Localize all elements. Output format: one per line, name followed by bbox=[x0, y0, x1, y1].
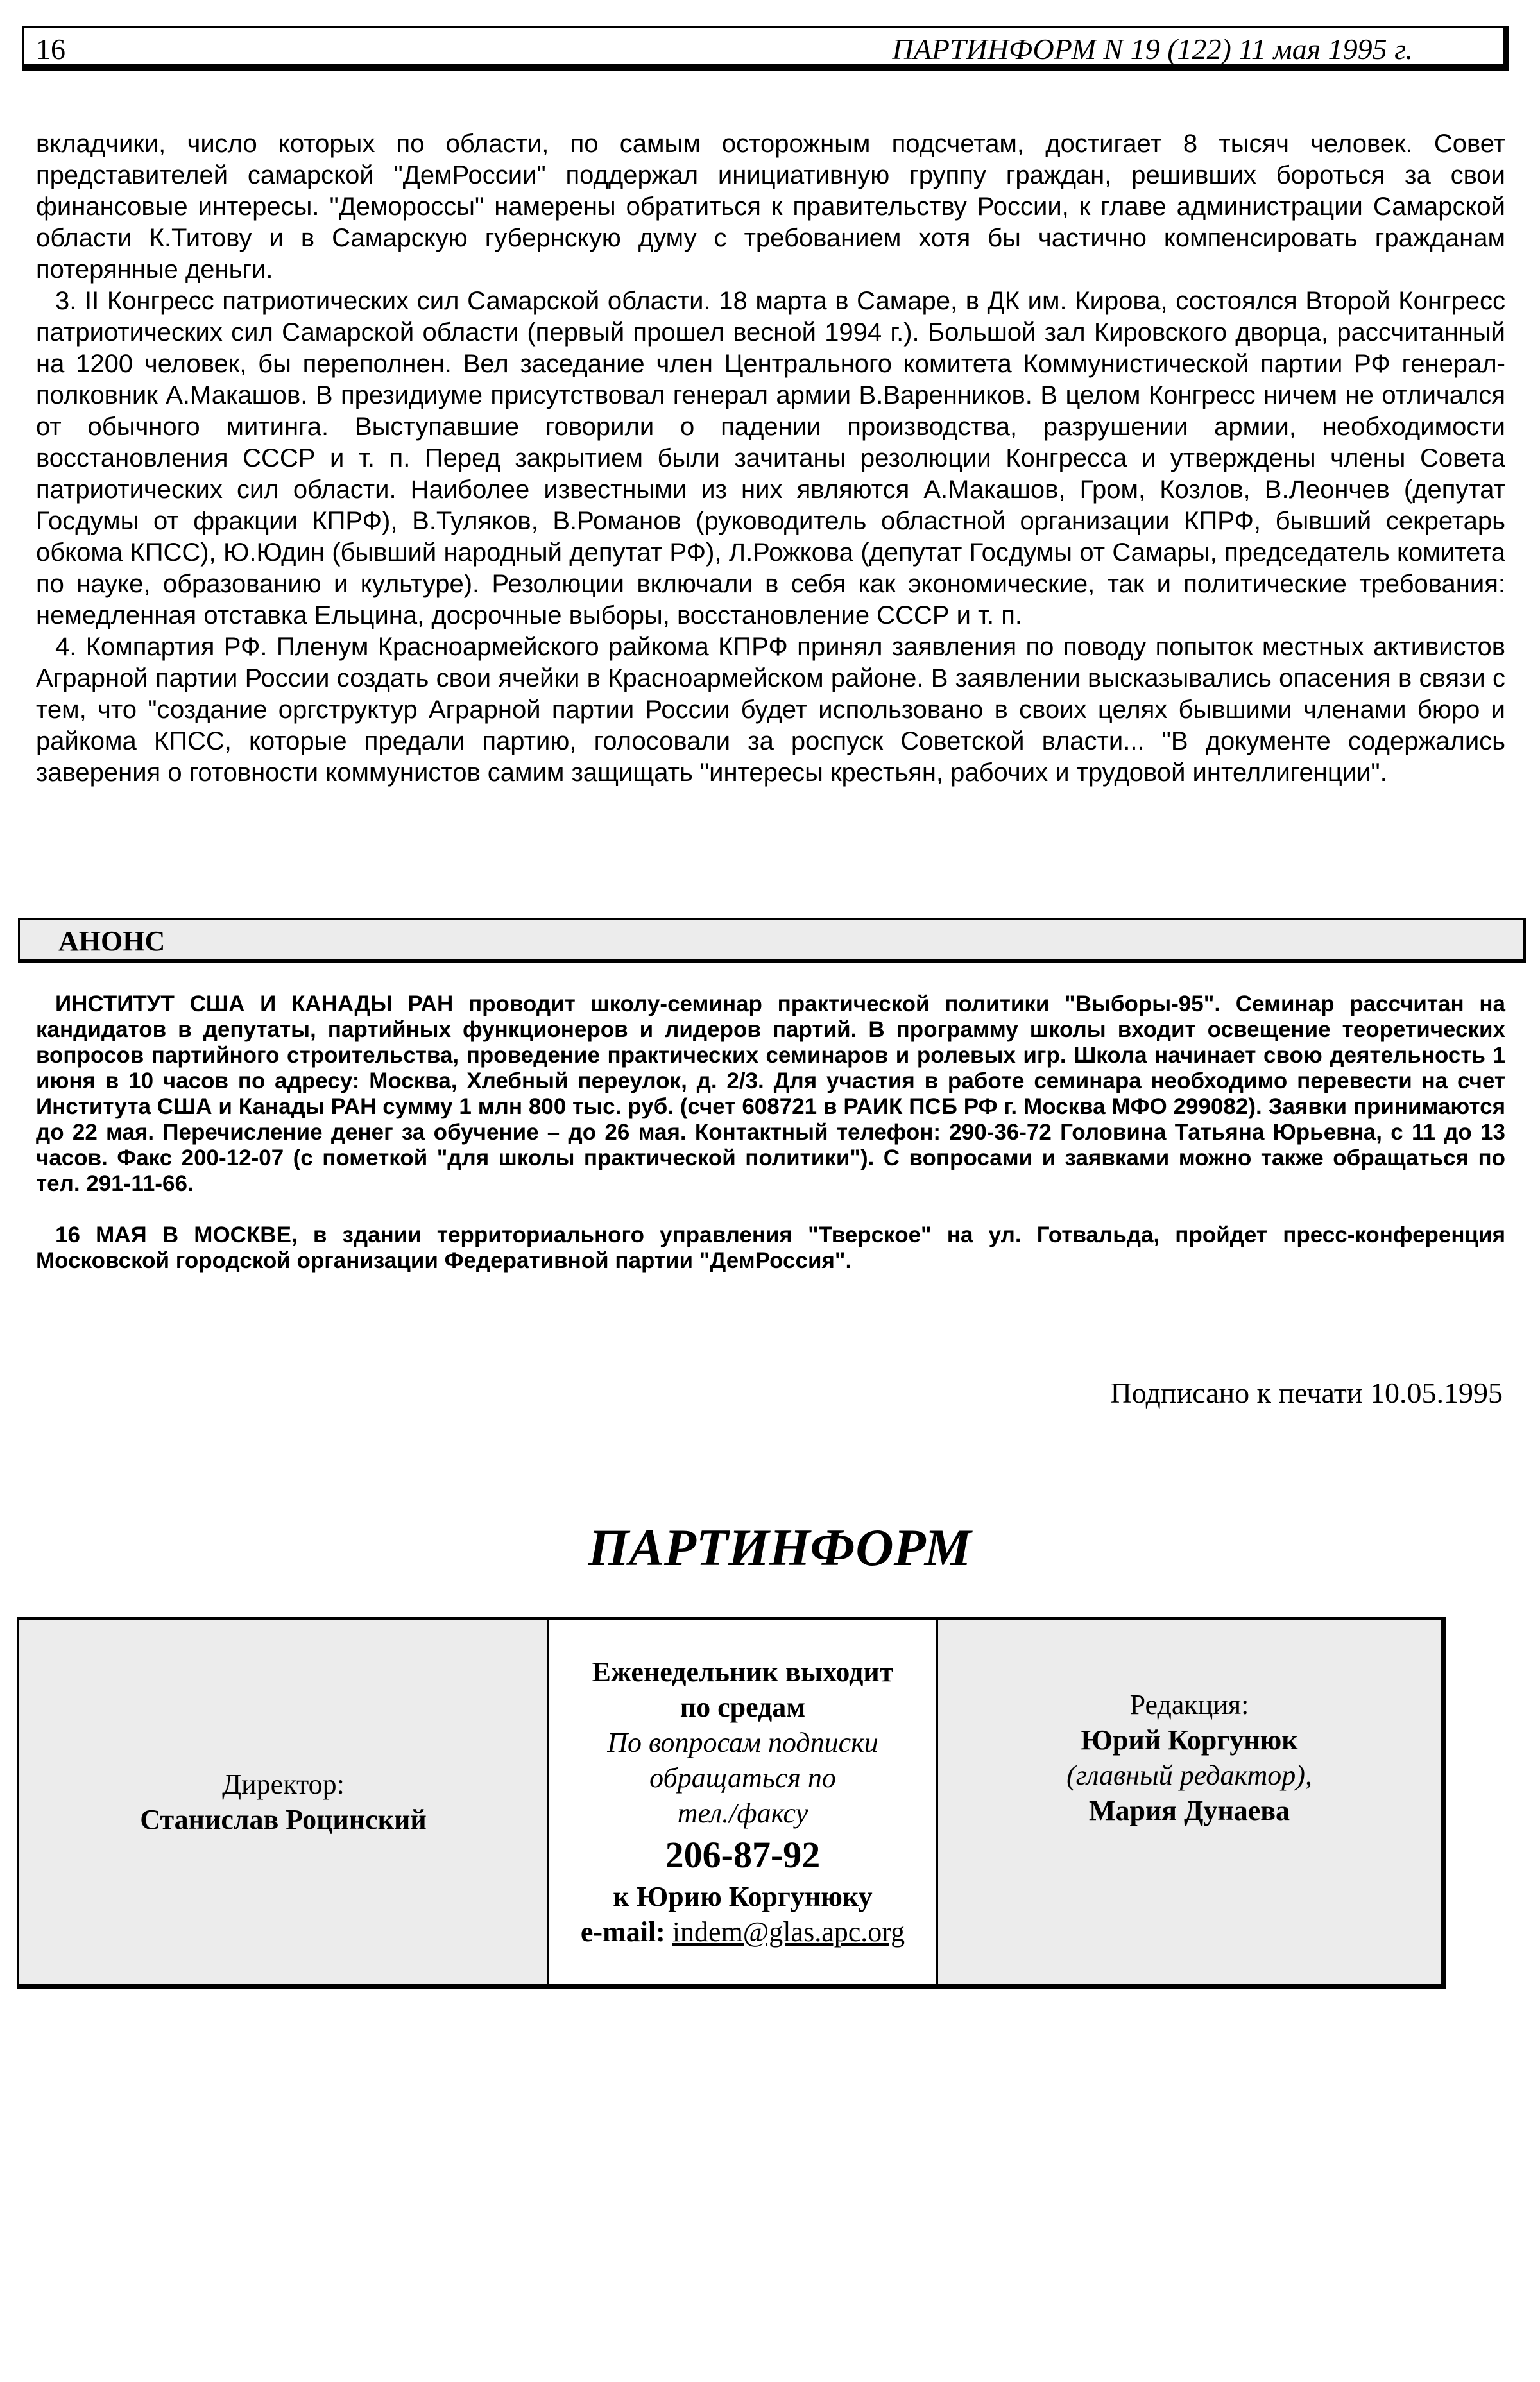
anons-heading: АНОНС bbox=[58, 925, 166, 957]
director-label: Директор: bbox=[222, 1768, 345, 1800]
email-label: e-mail: bbox=[580, 1915, 665, 1948]
masthead-title: ПАРТИНФОРМ bbox=[588, 1518, 971, 1577]
weekly-day-line: по средам bbox=[680, 1691, 806, 1723]
subscription-line: По вопросам подписки bbox=[607, 1726, 878, 1758]
page-number: 16 bbox=[36, 33, 65, 65]
page-header bbox=[22, 26, 1509, 71]
masthead-box bbox=[17, 1617, 1446, 1989]
anons-item: ИНСТИТУТ США И КАНАДЫ РАН проводит школу-семинар практической политики "Выборы-95". Семинар рассчитан на кандидатов в депутаты, партийных функционеров и лидеров партий. В программу школы входит освещение теоретических вопросов партийного строительства, проведение практических семинаров и ролевых игр. Школа начинает свою деятельность 1 июня в 10 часов по адресу: Москва, Хлебный переулок, д. 2/3. Для участия в работе семинара необходимо перевести на счет Института США и Канады РАН сумму 1 млн 800 тыс. руб. (счет 608721 в РАИК ПСБ РФ г. Москва МФО 299082). Заявки принимаются до 22 мая. Перечисление денег за обучение – до 26 мая. Контактный телефон: 290-36-72 Головина Татьяна Юрьевна, с 11 до 13 часов. Факс 200-12-07 (с пометкой "для школы практической политики"). С вопросами и заявками можно также обращаться по тел. 291-11-66. bbox=[36, 991, 1505, 1196]
article-body bbox=[36, 128, 1505, 789]
anons-item: 16 МАЯ В МОСКВЕ, в здании территориального управления "Тверское" на ул. Готвальда, пройдет пресс-конференция Московской городской организации Федеративной партии "ДемРоссия". bbox=[36, 1222, 1505, 1273]
anons-section-header bbox=[18, 918, 1526, 963]
director-name: Станислав Роцинский bbox=[140, 1803, 427, 1835]
issue-line: ПАРТИНФОРМ N 19 (122) 11 мая 1995 г. bbox=[892, 33, 1413, 65]
contact-person: к Юрию Коргунюку bbox=[613, 1880, 873, 1912]
editor-name: Юрий Коргунюк bbox=[1081, 1724, 1298, 1756]
article-paragraph: 3. II Конгресс патриотических сил Самарской области. 18 марта в Самаре, в ДК им. Кирова, состоялся Второй Конгресс патриотических сил Самарской области (первый прошел весной 1994 г.). Большой зал Кировского дворца, рассчитанный на 1200 человек, бы переполнен. Вел заседание член Центрального комитета Коммунистической партии РФ генерал-полковник А.Макашов. В президиуме присутствовал генерал армии В.Варенников. В целом Конгресс ничем не отличался от обычного митинга. Выступавшие говорили о падении производства, разрушении армии, необходимости восстановления СССР и т. п. Перед закрытием были зачитаны резолюции Конгресса и утверждены члены Совета патриотических сил области. Наиболее известными из них являются А.Макашов, Гром, Козлов, В.Леончев (депутат Госдумы от фракции КПРФ), В.Туляков, В.Романов (руководитель областной организации КПРФ, бывший секретарь обкома КПСС), Ю.Юдин (бывший народный депутат РФ), Л.Рожкова (депутат Госдумы от Самары, председатель комитета по науке, образованию и культуре). Резолюции включали в себя как экономические, так и политические требования: немедленная отставка Ельцина, досрочные выборы, восстановление СССР и т. п. bbox=[36, 287, 1505, 630]
weekly-line: Еженедельник выходит bbox=[592, 1656, 894, 1688]
email-link[interactable]: indem@glas.apc.org bbox=[672, 1915, 905, 1948]
anons-body bbox=[36, 991, 1505, 1274]
subscription-line: обращаться по bbox=[649, 1761, 836, 1794]
email-line bbox=[549, 1914, 936, 1949]
article-paragraph: 4. Компартия РФ. Пленум Красноармейского райкома КПРФ принял заявления по поводу попыток местных активистов Аграрной партии России создать свои ячейки в Красноармейском районе. В заявлении высказывались опасения в связи с тем, что "создание оргструктур Аграрной партии России будет использовано в своих целях бывшими членами бюро и райкома КПСС, которые предали партию, голосовали за роспуск Советской власти... "В документе содержались заверения о готовности коммунистов самим защищать "интересы крестьян, рабочих и трудовой интеллигенции". bbox=[36, 633, 1505, 787]
editor-role: (главный редактор), bbox=[1066, 1760, 1312, 1791]
subscription-line: тел./факсу bbox=[677, 1797, 809, 1829]
editor2-name: Мария Дунаева bbox=[1088, 1795, 1290, 1826]
phone-number: 206-87-92 bbox=[665, 1833, 821, 1876]
editorial-cell bbox=[938, 1620, 1441, 1984]
article-paragraph: вкладчики, число которых по области, по самым осторожным подсчетам, достигает 8 тысяч человек. Совет представителей самарской "ДемРоссии" поддержал инициативную группу граждан, решивших бороться за свои финансовые интересы. "Демороссы" намерены обратиться к правительству России, к главе администрации Самарской области К.Титову и в Самарскую губернскую думу с требованием хотя бы частично компенсировать гражданам потерянные деньги. bbox=[36, 130, 1505, 284]
signed-for-print-line: Подписано к печати 10.05.1995 bbox=[1110, 1376, 1503, 1409]
director-cell bbox=[19, 1620, 549, 1984]
editorial-label: Редакция: bbox=[1129, 1689, 1249, 1720]
publication-info-cell bbox=[549, 1620, 938, 1984]
